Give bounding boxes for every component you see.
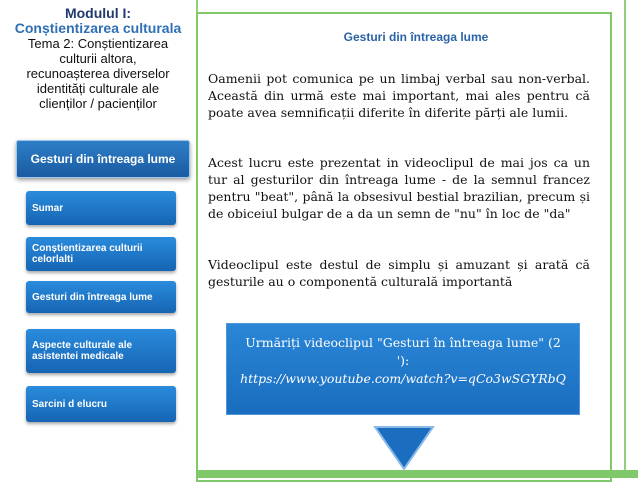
- module-title: Modulul I:: [64, 5, 132, 21]
- right-border-line: [624, 0, 626, 478]
- nav-item-sumar[interactable]: Sumar: [26, 191, 176, 225]
- nav-item-constientizarea[interactable]: Conștientizarea culturii celorlalti: [26, 237, 176, 271]
- topic-line: clienților / pacienților: [39, 96, 157, 111]
- video-link[interactable]: https://www.youtube.com/watch?v=qCo3wSGYRbQ: [240, 371, 566, 386]
- content-title: Gesturi din întreaga lume: [343, 30, 489, 44]
- nav-item-gesturi[interactable]: Gesturi din întreaga lume: [26, 281, 176, 313]
- nav-active-gesturi[interactable]: Gesturi din întreaga lume: [16, 140, 190, 178]
- paragraph-2: Acest lucru este prezentat in videoclipul de mai jos ca un tur al gesturilor din întreaga lume - de la semnul francez pentru "beat", până la obsesivul bestial brazilian, precum și de obiceiul bulgar de a da un semn de "nu" în loc de "da": [208, 155, 590, 221]
- video-callout[interactable]: [226, 323, 580, 415]
- bottom-bar: [196, 470, 638, 478]
- topic-line: Tema 2: Conștientizarea: [27, 36, 169, 51]
- paragraph-3: Videoclipul este destul de simplu și amuzant și arată că gesturile au o componentă culturală importantă: [208, 257, 590, 289]
- topic-line: culturii altora,: [59, 51, 137, 66]
- callout-text: Urmăriți videoclipul "Gesturi în întreaga lume" (2 '):: [245, 335, 561, 368]
- module-header: [0, 6, 196, 111]
- down-arrow-icon[interactable]: [373, 425, 435, 471]
- topic-line: recunoașterea diverselor: [26, 66, 170, 81]
- paragraph-1: Oamenii pot comunica pe un limbaj verbal sau non-verbal. Această din urmă este mai important, mai ales pentru că poate avea semnificații diferite în diferite părți ale lumii.: [208, 71, 590, 120]
- nav-item-sarcini[interactable]: Sarcini d elucru: [26, 386, 176, 422]
- topic-line: identități culturale ale: [36, 81, 160, 96]
- nav-item-aspecte[interactable]: Aspecte culturale ale asistentei medicale: [26, 329, 176, 373]
- module-subtitle: Conștientizarea culturala: [14, 20, 182, 36]
